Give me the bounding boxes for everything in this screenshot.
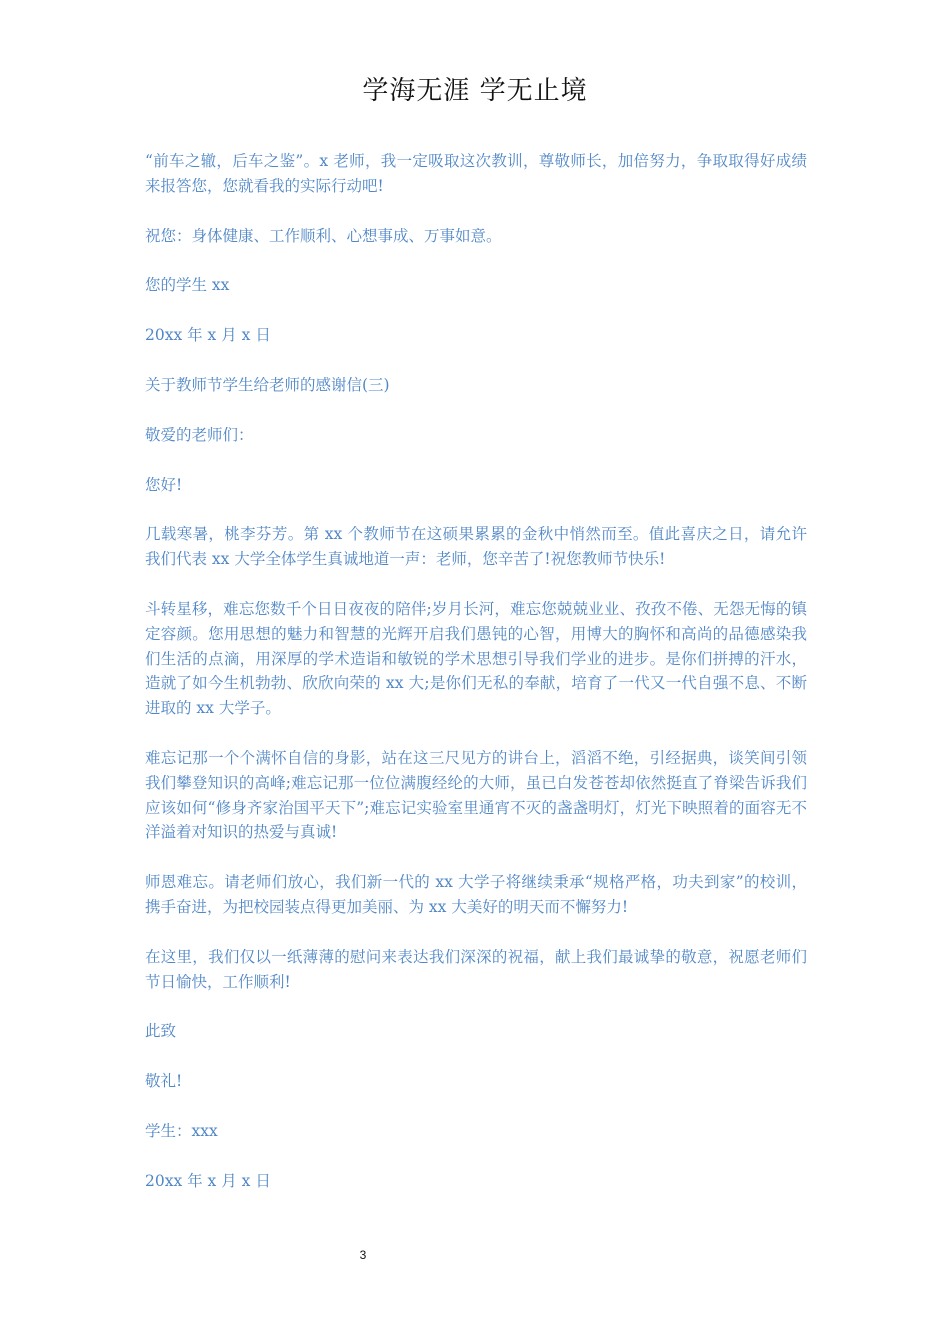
salutation: 敬爱的老师们： xyxy=(145,425,254,444)
paragraph-promise: 师恩难忘。请老师们放心，我们新一代的 xx 大学子将继续秉承“规格严格，功夫到家”的校训，携手奋进，为把校园装点得更加美丽、为 xx 大美好的明天而不懈努力! xyxy=(145,873,807,916)
paragraph-blessing: 在这里，我们仅以一纸薄薄的慰问来表达我们深深的祝福，献上我们最诚挚的敬意，祝愿老师们节日愉快，工作顺利! xyxy=(145,947,807,991)
paragraph-remembering: 难忘记那一个个满怀自信的身影，站在这三尺见方的讲台上，滔滔不绝，引经据典，谈笑间引领我们攀登知识的高峰;难忘记那一位位满腹经纶的大师，虽已白发苍苍却依然挺直了脊梁告诉我们应该如何“修身齐家治国平天下”;难忘记实验室里通宵不灭的盏盏明灯，灯光下映照着的面容无不洋溢着对知识的热爱与真诚! xyxy=(145,748,807,842)
page-number: 3 xyxy=(359,1248,367,1262)
paragraph-wishes: 祝您：身体健康、工作顺利、心想事成、万事如意。 xyxy=(145,226,502,245)
page-header-title: 学海无涯 学无止境 xyxy=(362,76,588,106)
signature-student: 您的学生 xx xyxy=(145,276,230,295)
closing-phrase: 此致 xyxy=(145,1022,177,1041)
signature-students: 学生：xxx xyxy=(145,1121,218,1140)
letter-heading: 关于教师节学生给老师的感谢信(三) xyxy=(145,375,390,394)
paragraph-years-passing: 斗转星移，难忘您数千个日日夜夜的陪伴;岁月长河，难忘您兢兢业业、孜孜不倦、无怨无悔的镇定容颜。您用思想的魅力和智慧的光辉开启我们愚钝的心智，用博大的胸怀和高尚的品德感染我们生活的点滴，用深厚的学术造诣和敏锐的学术思想引导我们学业的进步。是你们拼搏的汗水，造就了如今生机勃勃、欣欣向荣的 xx 大;是你们无私的奉献，培育了一代又一代自强不息、不断进取的 xx 大学子。 xyxy=(145,599,807,718)
paragraph-teachers-day: 几载寒暑，桃李芬芳。第 xx 个教师节在这硕果累累的金秋中悄然而至。值此喜庆之日，请允许我们代表 xx 大学全体学生真诚地道一声：老师，您辛苦了!祝您教师节快乐! xyxy=(145,525,807,569)
paragraph-closing-lesson: “前车之辙，后车之鉴”。x 老师，我一定吸取这次教训，尊敬师长，加倍努力，争取取得好成绩来报答您，您就看我的实际行动吧! xyxy=(145,152,807,195)
document-body xyxy=(145,149,807,1219)
signature-date-final: 20xx 年 x 月 x 日 xyxy=(145,1171,271,1190)
closing-salute: 敬礼! xyxy=(145,1072,183,1091)
signature-date: 20xx 年 x 月 x 日 xyxy=(145,326,271,345)
greeting: 您好! xyxy=(145,475,183,494)
